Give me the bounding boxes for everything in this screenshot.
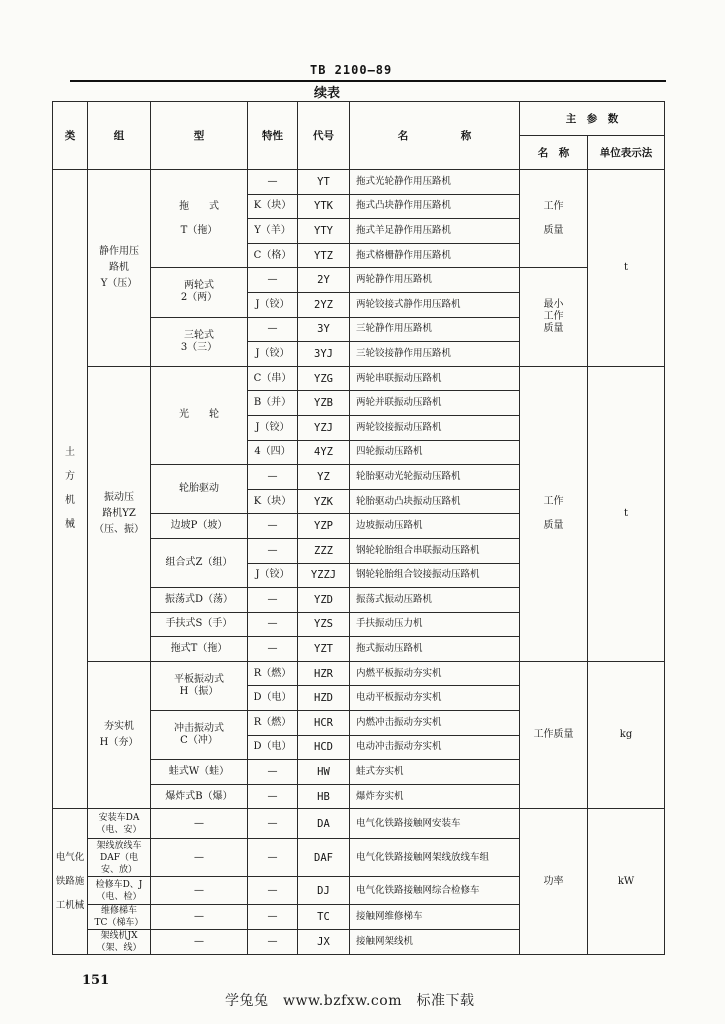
code-cell: YZP — [298, 514, 350, 539]
group-cell: — — [151, 905, 248, 930]
group-cell: — — [151, 930, 248, 955]
code-cell: YTY — [298, 219, 350, 244]
category-earthmoving: 土 方 机 械 — [53, 170, 88, 809]
col-header-param-unit: 单位表示法 — [588, 136, 665, 170]
name-cell: 内燃平板振动夯实机 — [350, 661, 520, 686]
code-cell: HB — [298, 784, 350, 809]
code-cell: 3Y — [298, 317, 350, 342]
feature-cell: J（铰） — [248, 563, 298, 588]
feature-cell: 4（四） — [248, 440, 298, 465]
type-cell: 振荡式D（荡） — [151, 588, 248, 613]
name-cell: 蛙式夯实机 — [350, 760, 520, 785]
name-cell: 爆炸夯实机 — [350, 784, 520, 809]
param-name-cell: 功率 — [520, 809, 588, 955]
name-cell: 钢轮轮胎组合铰接振动压路机 — [350, 563, 520, 588]
name-cell: 内燃冲击振动夯实机 — [350, 711, 520, 736]
name-cell: 三轮铰接静作用压路机 — [350, 342, 520, 367]
feature-cell: D（电） — [248, 735, 298, 760]
category-electrification: 电气化 铁路施 工机械 — [53, 809, 88, 955]
feature-cell: B（并） — [248, 391, 298, 416]
code-cell: HZD — [298, 686, 350, 711]
code-cell: YZS — [298, 612, 350, 637]
code-cell: JX — [298, 930, 350, 955]
type-cell: 安装车DA （电、安） — [88, 809, 151, 839]
feature-cell: C（格） — [248, 243, 298, 268]
param-name-cell: 工作质量 — [520, 661, 588, 809]
standard-number: TB 2100—89 — [310, 63, 393, 77]
feature-cell: — — [248, 877, 298, 905]
feature-cell: — — [248, 905, 298, 930]
feature-cell: — — [248, 760, 298, 785]
feature-cell: — — [248, 170, 298, 195]
group-cell: — — [151, 839, 248, 877]
name-cell: 两轮铰接振动压路机 — [350, 415, 520, 440]
name-cell: 手扶振动压力机 — [350, 612, 520, 637]
code-cell: YTZ — [298, 243, 350, 268]
type-cell: 冲击振动式 C（冲） — [151, 711, 248, 760]
name-cell: 边坡振动压路机 — [350, 514, 520, 539]
type-cell: 蛙式W（蛙） — [151, 760, 248, 785]
col-header-main-params: 主 参 数 — [520, 102, 665, 136]
name-cell: 接触网维修梯车 — [350, 905, 520, 930]
name-cell: 电动平板振动夯实机 — [350, 686, 520, 711]
param-unit-cell: t — [588, 366, 665, 661]
feature-cell: — — [248, 809, 298, 839]
code-cell: YZB — [298, 391, 350, 416]
name-cell: 轮胎驱动凸块振动压路机 — [350, 489, 520, 514]
group-cell: — — [151, 877, 248, 905]
type-cell: 拖式T（拖） — [151, 637, 248, 662]
feature-cell: — — [248, 465, 298, 490]
name-cell: 电气化铁路接触网安装车 — [350, 809, 520, 839]
param-unit-cell: kW — [588, 809, 665, 955]
feature-cell: — — [248, 538, 298, 563]
type-cell: 轮胎驱动 — [151, 465, 248, 514]
code-cell: HCR — [298, 711, 350, 736]
code-cell: DJ — [298, 877, 350, 905]
feature-cell: — — [248, 268, 298, 293]
param-name-cell: 最小 工作 质量 — [520, 268, 588, 366]
type-cell: 三轮式 3（三） — [151, 317, 248, 366]
code-cell: HZR — [298, 661, 350, 686]
feature-cell: J（铰） — [248, 342, 298, 367]
col-header-name: 名 称 — [350, 102, 520, 170]
feature-cell: Y（羊） — [248, 219, 298, 244]
group-cell: — — [151, 809, 248, 839]
name-cell: 拖式羊足静作用压路机 — [350, 219, 520, 244]
name-cell: 钢轮轮胎组合串联振动压路机 — [350, 538, 520, 563]
feature-cell: R（燃） — [248, 661, 298, 686]
name-cell: 两轮铰接式静作用压路机 — [350, 292, 520, 317]
code-cell: YZ — [298, 465, 350, 490]
feature-cell: — — [248, 839, 298, 877]
name-cell: 两轮串联振动压路机 — [350, 366, 520, 391]
type-cell: 光 轮 — [151, 366, 248, 464]
feature-cell: J（铰） — [248, 292, 298, 317]
code-cell: ZZZ — [298, 538, 350, 563]
table-subtitle: 续表 — [314, 86, 341, 101]
code-cell: YTK — [298, 194, 350, 219]
feature-cell: — — [248, 637, 298, 662]
code-cell: TC — [298, 905, 350, 930]
feature-cell: K（块） — [248, 194, 298, 219]
code-cell: YZG — [298, 366, 350, 391]
col-header-code: 代号 — [298, 102, 350, 170]
name-cell: 电气化铁路接触网综合检修车 — [350, 877, 520, 905]
name-cell: 拖式光轮静作用压路机 — [350, 170, 520, 195]
name-cell: 电气化铁路接触网架线放线车组 — [350, 839, 520, 877]
name-cell: 拖式凸块静作用压路机 — [350, 194, 520, 219]
name-cell: 接触网架线机 — [350, 930, 520, 955]
feature-cell: — — [248, 317, 298, 342]
code-cell: YZZJ — [298, 563, 350, 588]
feature-cell: — — [248, 784, 298, 809]
code-cell: YZD — [298, 588, 350, 613]
type-cell: 爆炸式B（爆） — [151, 784, 248, 809]
code-cell: 3YJ — [298, 342, 350, 367]
feature-cell: — — [248, 588, 298, 613]
page-number: 151 — [82, 973, 110, 988]
code-cell: YZJ — [298, 415, 350, 440]
code-cell: HW — [298, 760, 350, 785]
param-unit-cell: t — [588, 170, 665, 367]
feature-cell: — — [248, 514, 298, 539]
type-cell: 手扶式S（手） — [151, 612, 248, 637]
name-cell: 四轮振动压路机 — [350, 440, 520, 465]
name-cell: 两轮静作用压路机 — [350, 268, 520, 293]
name-cell: 轮胎驱动光轮振动压路机 — [350, 465, 520, 490]
type-cell: 边坡P（坡） — [151, 514, 248, 539]
type-cell: 检修车D、J （电、检） — [88, 877, 151, 905]
code-cell: DA — [298, 809, 350, 839]
type-cell: 组合式Z（组） — [151, 538, 248, 587]
type-cell: 拖 式 T（拖） — [151, 170, 248, 268]
code-cell: 4YZ — [298, 440, 350, 465]
name-cell: 振荡式振动压路机 — [350, 588, 520, 613]
type-cell: 平板振动式 H（振） — [151, 661, 248, 710]
code-cell: 2Y — [298, 268, 350, 293]
name-cell: 拖式格栅静作用压路机 — [350, 243, 520, 268]
code-cell: YZT — [298, 637, 350, 662]
code-cell: YT — [298, 170, 350, 195]
name-cell: 三轮静作用压路机 — [350, 317, 520, 342]
code-cell: 2YZ — [298, 292, 350, 317]
code-cell: YZK — [298, 489, 350, 514]
classification-table — [52, 101, 665, 955]
col-header-feature: 特性 — [248, 102, 298, 170]
param-name-cell: 工作 质量 — [520, 170, 588, 268]
code-cell: HCD — [298, 735, 350, 760]
code-cell: DAF — [298, 839, 350, 877]
feature-cell: D（电） — [248, 686, 298, 711]
col-header-group: 组 — [88, 102, 151, 170]
feature-cell: C（串） — [248, 366, 298, 391]
group-static-roller: 静作用压 路机 Y（压） — [88, 170, 151, 367]
feature-cell: K（块） — [248, 489, 298, 514]
type-cell: 架线机JX （架、线） — [88, 930, 151, 955]
name-cell: 两轮并联振动压路机 — [350, 391, 520, 416]
name-cell: 电动冲击振动夯实机 — [350, 735, 520, 760]
type-cell: 两轮式 2（两） — [151, 268, 248, 317]
feature-cell: R（燃） — [248, 711, 298, 736]
name-cell: 拖式振动压路机 — [350, 637, 520, 662]
type-cell: 维修梯车 TC（梯车） — [88, 905, 151, 930]
type-cell: 架线放线车 DAF（电 安、放） — [88, 839, 151, 877]
feature-cell: J（铰） — [248, 415, 298, 440]
col-header-param-name: 名 称 — [520, 136, 588, 170]
feature-cell: — — [248, 612, 298, 637]
param-unit-cell: kg — [588, 661, 665, 809]
feature-cell: — — [248, 930, 298, 955]
group-tamper: 夯实机 H（夯） — [88, 661, 151, 809]
col-header-type: 型 — [151, 102, 248, 170]
header-rule — [70, 80, 666, 82]
col-header-category: 类 — [53, 102, 88, 170]
param-name-cell: 工作 质量 — [520, 366, 588, 661]
watermark-text: 学兔兔 www.bzfxw.com 标准下载 — [225, 993, 475, 1009]
group-vibratory-roller: 振动压 路机YZ （压、振） — [88, 366, 151, 661]
